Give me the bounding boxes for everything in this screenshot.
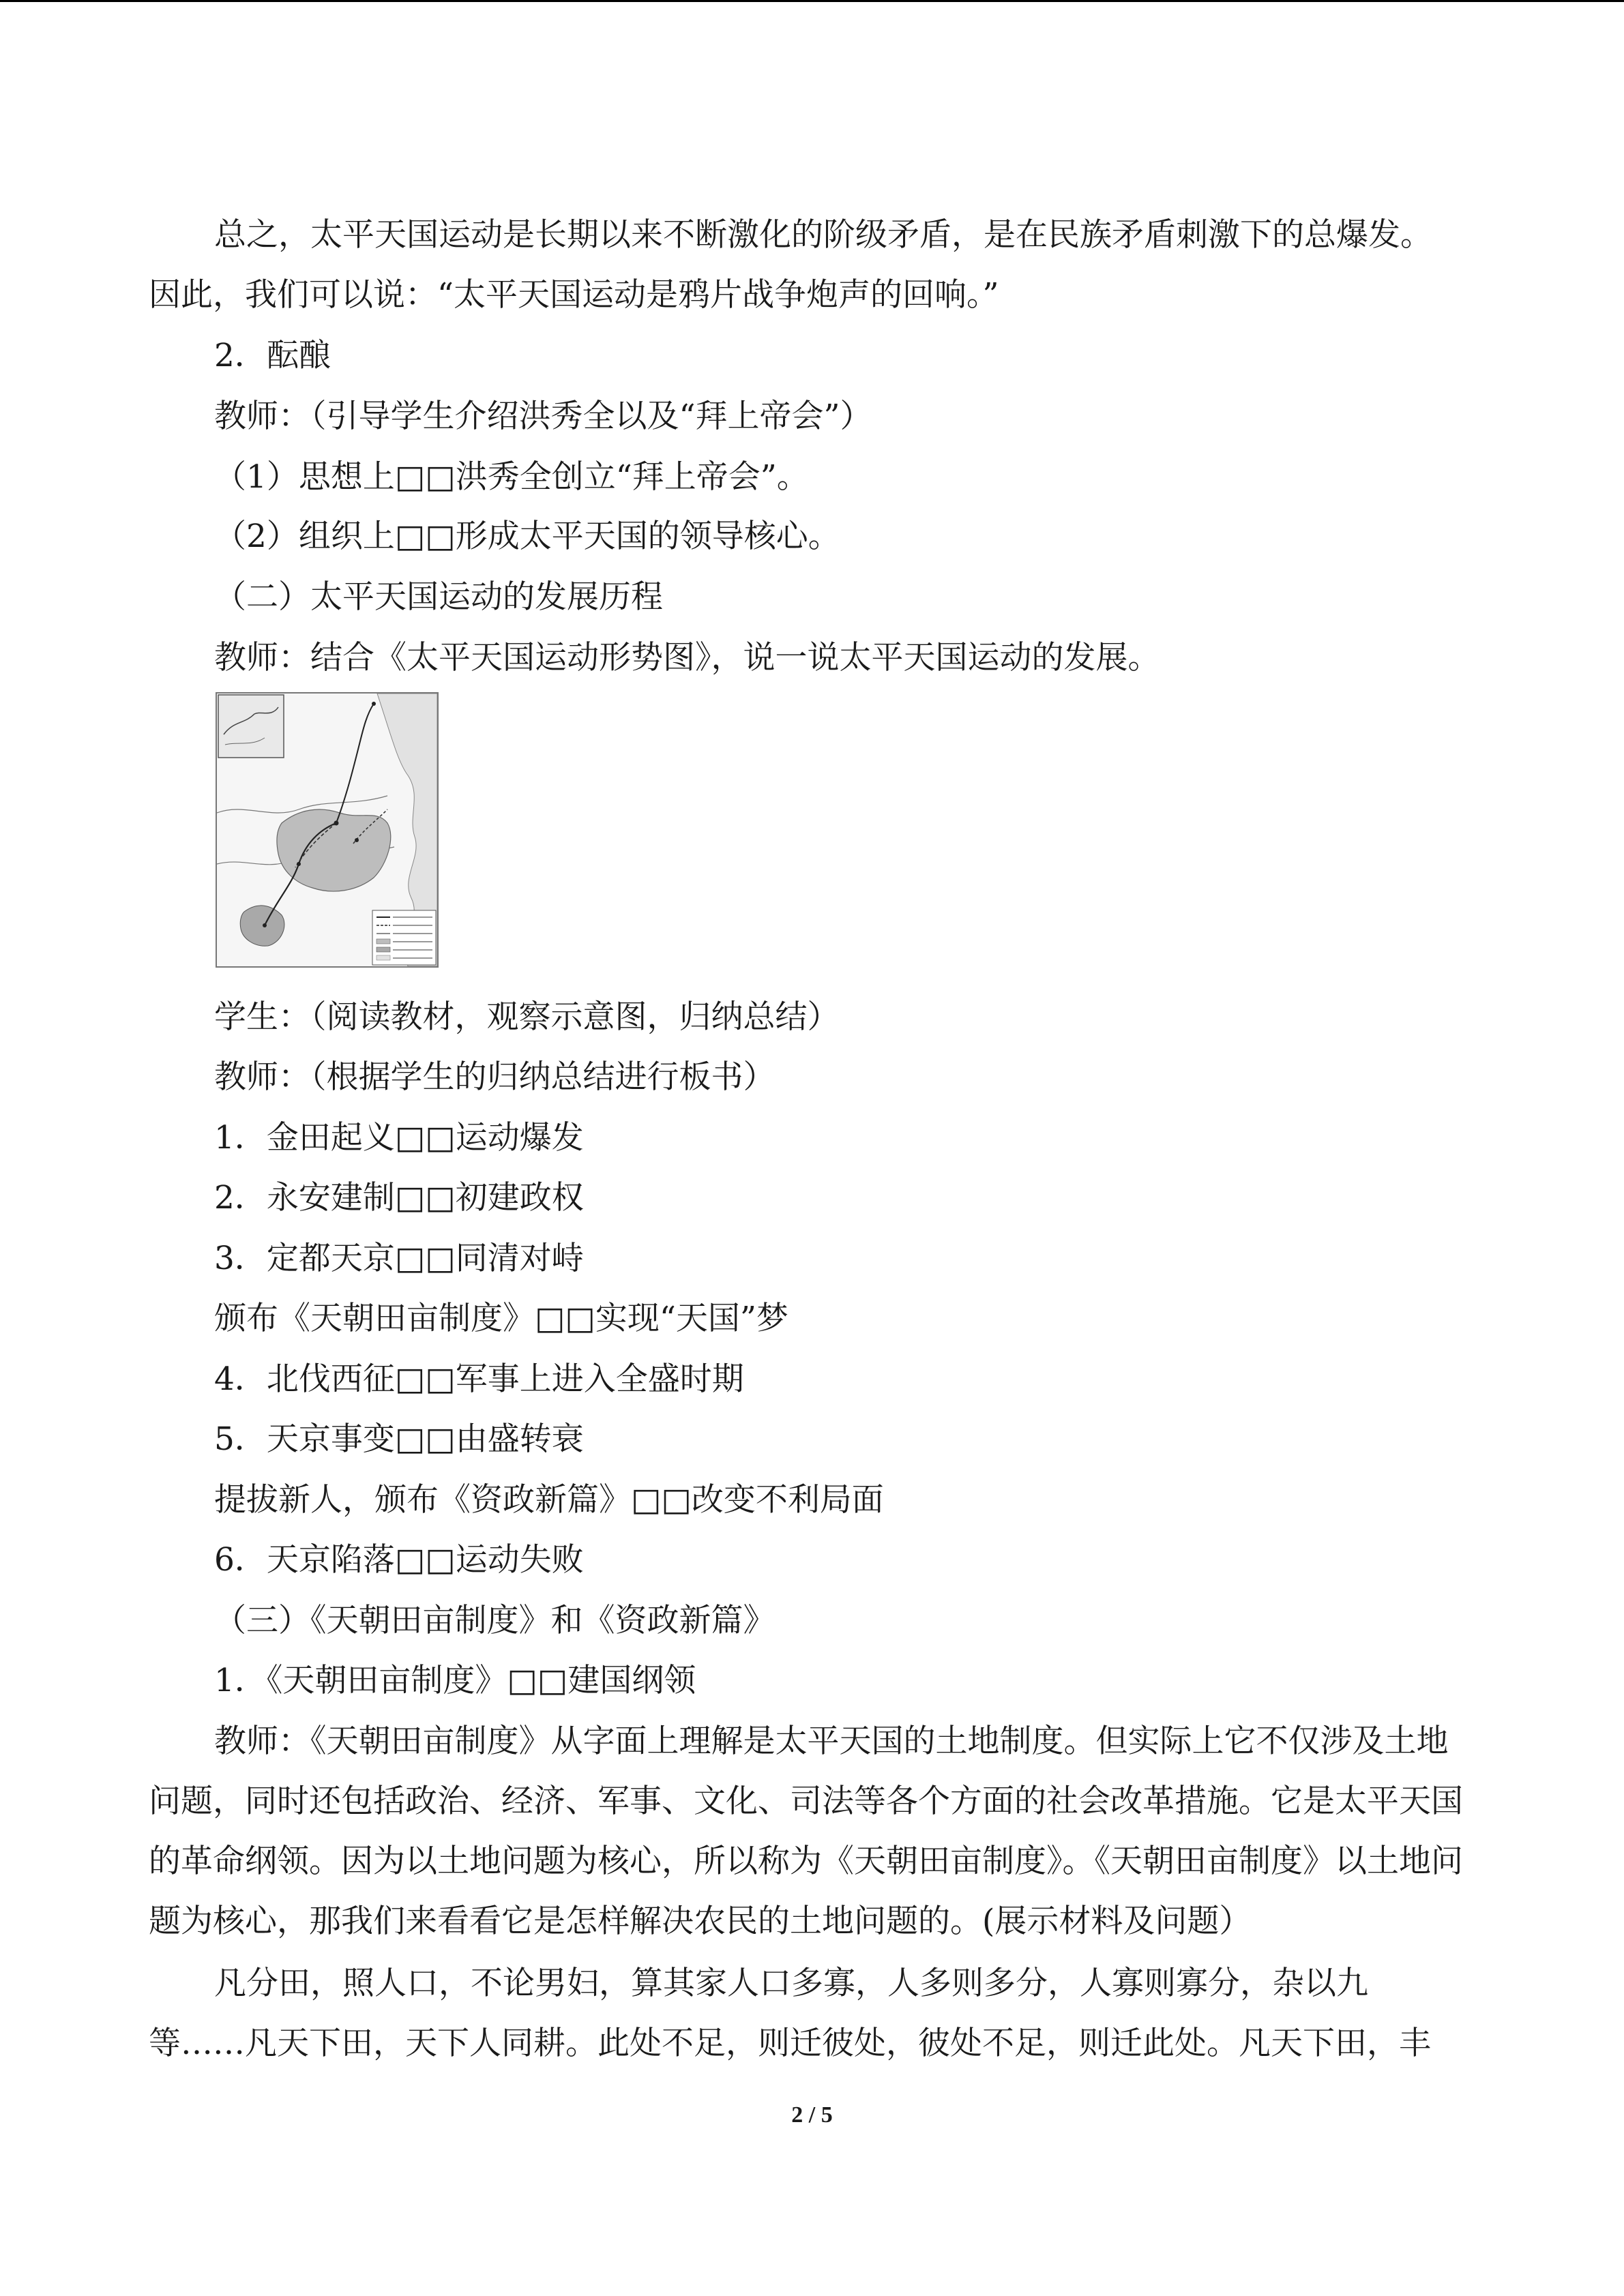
list-item: 4．北伐西征□□军事上进入全盛时期 — [214, 1360, 744, 1398]
text-line: 学生：（阅读教材，观察示意图，归纳总结） — [214, 998, 840, 1036]
taiping-movement-map-image — [216, 692, 439, 968]
page-number: 2 / 5 — [791, 2102, 833, 2128]
text-line: 总之，太平天国运动是长期以来不断激化的阶级矛盾，是在民族矛盾刺激下的总爆发。 — [214, 216, 1432, 254]
list-item: 5．天京事变□□由盛转衰 — [214, 1420, 584, 1458]
text-line: 教师：（引导学生介绍洪秀全以及“拜上帝会”） — [214, 398, 872, 435]
list-item: 2．永安建制□□初建政权 — [214, 1179, 584, 1217]
text-line: 2．酝酿 — [214, 337, 331, 374]
section-heading: （二）太平天国运动的发展历程 — [214, 578, 663, 616]
quote-line: 凡分田，照人口，不论男妇，算其家人口多寡，人多则多分，人寡则寡分，杂以九 — [214, 1965, 1368, 2002]
quote-line: 等……凡天下田，天下人同耕。此处不足，则迁彼处，彼处不足，则迁此处。凡天下田，丰 — [149, 2025, 1431, 2062]
text-line: 因此，我们可以说：“太平天国运动是鸦片战争炮声的回响。” — [149, 276, 999, 314]
subsection-heading: 1．《天朝田亩制度》□□建国纲领 — [214, 1662, 696, 1699]
text-line: （1）思想上□□洪秀全创立“拜上帝会”。 — [214, 458, 809, 496]
list-item: 3．定都天京□□同清对峙 — [214, 1240, 584, 1277]
text-line: 教师：结合《太平天国运动形势图》，说一说太平天国运动的发展。 — [214, 639, 1160, 676]
list-item: 6．天京陷落□□运动失败 — [214, 1541, 584, 1579]
list-item: 颁布《天朝田亩制度》□□实现“天国”梦 — [214, 1300, 788, 1337]
list-item: 提拔新人，颁布《资政新篇》□□改变不利局面 — [214, 1481, 884, 1519]
text-line: 教师：（根据学生的归纳总结进行板书） — [214, 1058, 776, 1096]
text-line: （2）组织上□□形成太平天国的领导核心。 — [214, 518, 840, 555]
section-heading: （三）《天朝田亩制度》和《资政新篇》 — [214, 1602, 776, 1639]
list-item: 1．金田起义□□运动爆发 — [214, 1119, 584, 1157]
body-paragraph: 教师：《天朝田亩制度》从字面上理解是太平天国的土地制度。但实际上它不仅涉及土地问题，同时还包括政治、经济、军事、文化、司法等各个方面的社会改革措施。它是太平天国的革命纲领。因为以土地问题为核心，所以称为《天朝田亩制度》。《天朝田亩制度》以土地问题为核心，那我们来看看它是怎样解决农民的土地问题的。(展示材料及问题） — [149, 1723, 1463, 1940]
